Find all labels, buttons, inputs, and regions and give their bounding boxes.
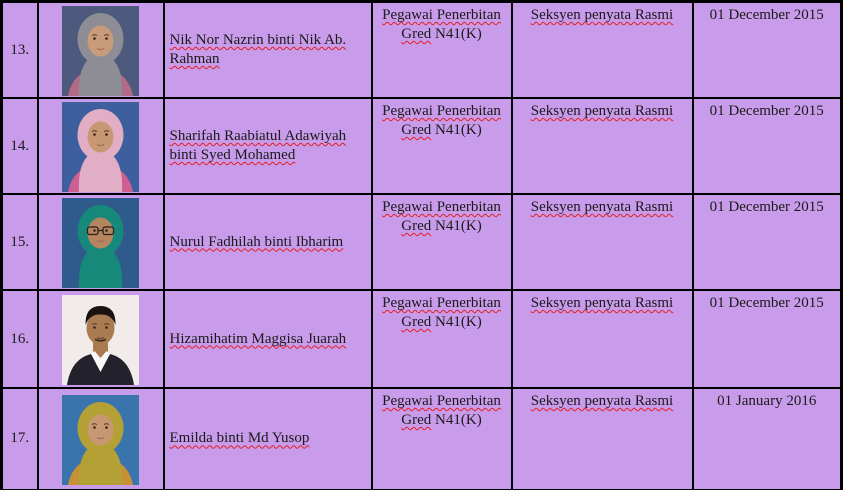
portrait-photo bbox=[62, 395, 139, 485]
photo-cell bbox=[38, 290, 164, 388]
portrait-photo bbox=[62, 198, 139, 288]
date-cell bbox=[693, 194, 842, 290]
person-name: Sharifah Raabiatul Adawiyah binti Syed Mohamed bbox=[169, 128, 347, 163]
row-number: 15. bbox=[10, 233, 30, 250]
section-cell bbox=[512, 2, 693, 99]
date-cell bbox=[693, 98, 842, 194]
photo-cell bbox=[38, 98, 164, 194]
appointment-date: 01 December 2015 bbox=[709, 295, 824, 311]
position-line1: Pegawai Penerbitan bbox=[382, 393, 501, 409]
position-line1: Pegawai Penerbitan bbox=[382, 295, 501, 311]
row-number: 14. bbox=[10, 137, 30, 154]
name-cell bbox=[164, 2, 372, 99]
section-name: Seksyen penyata Rasmi bbox=[530, 199, 674, 215]
table-row bbox=[2, 388, 842, 490]
position-grade-word: Gred bbox=[401, 314, 432, 330]
person-name: Hizamihatim Maggisa Juarah bbox=[169, 330, 347, 347]
position-grade-code: N41(K) bbox=[431, 412, 482, 428]
position-cell bbox=[372, 2, 512, 99]
row-number-cell bbox=[2, 2, 38, 99]
section-name: Seksyen penyata Rasmi bbox=[530, 295, 674, 311]
position-grade-word: Gred bbox=[401, 218, 432, 234]
table-row bbox=[2, 194, 842, 290]
appointment-date: 01 December 2015 bbox=[709, 103, 824, 119]
date-cell bbox=[693, 388, 842, 490]
photo-cell bbox=[38, 2, 164, 99]
row-number: 17. bbox=[10, 430, 30, 447]
position-line1: Pegawai Penerbitan bbox=[382, 103, 501, 119]
table-body bbox=[2, 2, 842, 490]
name-cell bbox=[164, 194, 372, 290]
position-title bbox=[377, 6, 507, 44]
person-name: Emilda binti Md Yusop bbox=[169, 430, 310, 447]
section-cell bbox=[512, 290, 693, 388]
position-line1: Pegawai Penerbitan bbox=[382, 7, 501, 23]
table-row bbox=[2, 290, 842, 388]
portrait-photo bbox=[62, 102, 139, 192]
photo-cell bbox=[38, 388, 164, 490]
row-number: 13. bbox=[10, 41, 30, 58]
row-number-cell bbox=[2, 388, 38, 490]
position-grade-word: Gred bbox=[401, 122, 432, 138]
position-grade-code: N41(K) bbox=[431, 218, 482, 234]
appointment-date: 01 December 2015 bbox=[709, 7, 824, 23]
person-name: Nik Nor Nazrin binti Nik Ab. Rahman bbox=[169, 32, 347, 67]
row-number: 16. bbox=[10, 330, 30, 347]
position-grade-code: N41(K) bbox=[431, 314, 482, 330]
position-cell bbox=[372, 194, 512, 290]
portrait-photo bbox=[62, 6, 139, 96]
table-row bbox=[2, 2, 842, 99]
row-number-cell bbox=[2, 98, 38, 194]
section-cell bbox=[512, 388, 693, 490]
name-cell bbox=[164, 290, 372, 388]
position-title bbox=[377, 294, 507, 332]
section-name: Seksyen penyata Rasmi bbox=[530, 393, 674, 409]
row-number-cell bbox=[2, 290, 38, 388]
position-cell bbox=[372, 388, 512, 490]
section-name: Seksyen penyata Rasmi bbox=[530, 7, 674, 23]
row-number-cell bbox=[2, 194, 38, 290]
position-title bbox=[377, 198, 507, 236]
position-grade-word: Gred bbox=[401, 412, 432, 428]
name-cell bbox=[164, 98, 372, 194]
position-line1: Pegawai Penerbitan bbox=[382, 199, 501, 215]
date-cell bbox=[693, 290, 842, 388]
person-name: Nurul Fadhilah binti Ibharim bbox=[169, 233, 344, 250]
appointment-date: 01 December 2015 bbox=[709, 199, 824, 215]
date-cell bbox=[693, 2, 842, 99]
photo-cell bbox=[38, 194, 164, 290]
table-row bbox=[2, 98, 842, 194]
appointment-date: 01 January 2016 bbox=[717, 393, 817, 409]
position-grade-code: N41(K) bbox=[431, 122, 482, 138]
position-title bbox=[377, 392, 507, 430]
position-cell bbox=[372, 98, 512, 194]
section-name: Seksyen penyata Rasmi bbox=[530, 103, 674, 119]
position-grade-code: N41(K) bbox=[431, 26, 482, 42]
section-cell bbox=[512, 98, 693, 194]
position-title bbox=[377, 102, 507, 140]
position-grade-word: Gred bbox=[401, 26, 432, 42]
portrait-photo bbox=[62, 295, 139, 385]
section-cell bbox=[512, 194, 693, 290]
position-cell bbox=[372, 290, 512, 388]
name-cell bbox=[164, 388, 372, 490]
